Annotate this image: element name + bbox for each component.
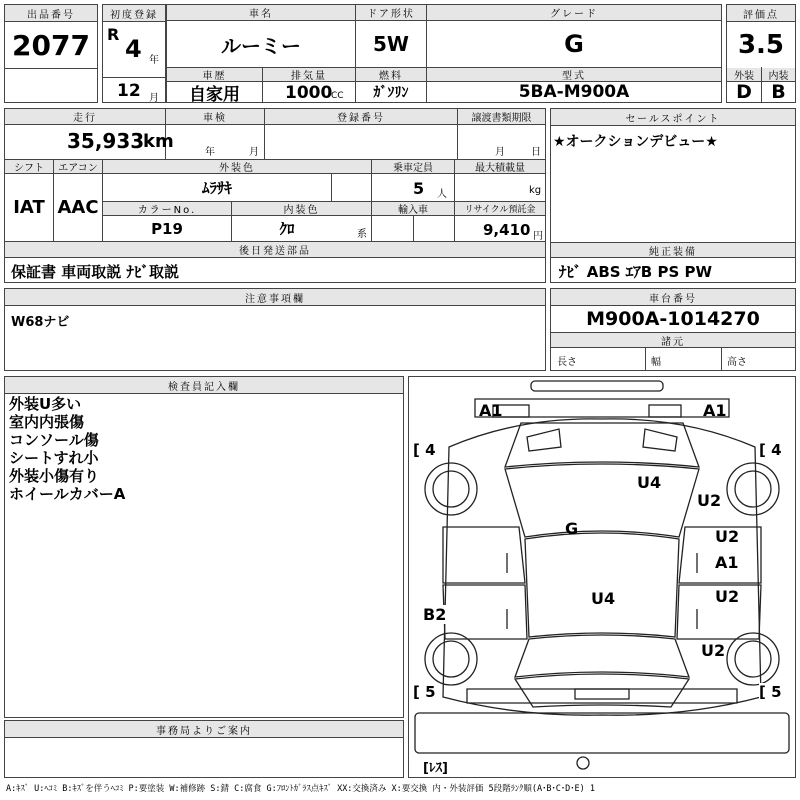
transfer-day-unit: 日 bbox=[531, 147, 541, 158]
inspector-box bbox=[4, 376, 404, 718]
year-unit: 年 bbox=[149, 55, 159, 66]
history: 自家用 bbox=[189, 84, 240, 105]
history-label: 車歴 bbox=[167, 68, 262, 82]
inspector-line: 室内内張傷 bbox=[9, 413, 85, 431]
int-color-unit: 系 bbox=[357, 229, 367, 240]
mark-hood: G bbox=[565, 519, 579, 538]
cc-unit: CC bbox=[331, 91, 344, 101]
capacity: 5 bbox=[413, 179, 425, 198]
transfer-month-unit: 月 bbox=[495, 147, 505, 158]
chassis-label: 車台番号 bbox=[551, 289, 795, 306]
width-label: 幅 bbox=[651, 357, 661, 368]
color-no-label: カラーNo. bbox=[103, 202, 231, 216]
score-box bbox=[726, 4, 796, 103]
max-load-label: 最大積載量 bbox=[455, 160, 545, 174]
sales-point: ★オークションデビュー★ bbox=[553, 134, 718, 150]
model: 5BA-M900A bbox=[518, 82, 630, 102]
car-name-label: 車名 bbox=[167, 5, 355, 21]
tire-front-left: [ 4 bbox=[413, 441, 436, 459]
office-label: 事務局よりご案内 bbox=[5, 721, 403, 738]
displacement-label: 排気量 bbox=[263, 68, 355, 82]
legend: A:ｷｽﾞ U:ﾍｺﾐ B:ｷｽﾞを伴うﾍｺﾐ P:要塗装 W:補修跡 S:錆 C:腐食 G:ﾌﾛﾝﾄｶﾞﾗｽ点ｷｽﾞ XX:交換済み X:要交換 内・外装評価 5段階ﾗﾝｸ順(A･B･C･D･E) 1 bbox=[6, 784, 595, 794]
recycle: 9,410 bbox=[483, 221, 531, 239]
inspection-month-unit: 月 bbox=[249, 147, 259, 158]
later-parts-label: 後日発送部品 bbox=[5, 242, 545, 258]
first-registration-label: 初度登録 bbox=[103, 5, 165, 22]
shift: IAT bbox=[13, 197, 45, 218]
inspection-label: 車検 bbox=[166, 109, 264, 125]
registration-year: 4 bbox=[125, 35, 142, 63]
ext-color-label: 外装色 bbox=[103, 160, 371, 174]
mark-spare: [ﾚｽ] bbox=[423, 757, 448, 776]
office-box bbox=[4, 720, 404, 778]
fuel-label: 燃料 bbox=[356, 68, 426, 82]
info-block bbox=[4, 108, 546, 283]
yen-unit: 円 bbox=[533, 231, 543, 242]
inspector-label: 検査員記入欄 bbox=[5, 377, 403, 394]
tire-rear-left: [ 5 bbox=[413, 683, 436, 701]
fuel: ｶﾞｿﾘﾝ bbox=[373, 85, 409, 101]
mark-fender-right: U2 bbox=[715, 527, 740, 546]
inspector-line: シートすれ小 bbox=[9, 449, 99, 467]
later-parts: 保証書 車両取説 ﾅﾋﾞ取説 bbox=[11, 263, 179, 281]
mark-a1-right: A1 bbox=[703, 401, 727, 420]
person-unit: 人 bbox=[437, 189, 447, 200]
notes-box bbox=[4, 288, 546, 371]
transfer-label: 譲渡書類期限 bbox=[458, 109, 545, 125]
inspector-line: ホイールカバーA bbox=[9, 485, 126, 503]
mark-rear-door-right: U2 bbox=[715, 587, 740, 606]
ext-color: ﾑﾗｻｷ bbox=[201, 179, 232, 197]
km-unit: km bbox=[143, 131, 174, 152]
displacement: 1000 bbox=[285, 83, 333, 103]
car-name: ルーミー bbox=[221, 33, 301, 58]
mark-door-left: B2 bbox=[423, 605, 447, 624]
front-panel-outline bbox=[475, 399, 729, 417]
vehicle-block bbox=[166, 4, 722, 103]
mileage: 35,933 bbox=[67, 129, 145, 153]
specs-label: 諸元 bbox=[551, 333, 795, 348]
windshield-outline bbox=[505, 464, 699, 537]
color-no: P19 bbox=[151, 219, 183, 238]
interior-grade: B bbox=[771, 81, 786, 103]
ac: AAC bbox=[57, 197, 99, 218]
capacity-label: 乗車定員 bbox=[372, 160, 454, 174]
sales-point-box bbox=[550, 108, 796, 283]
ac-label: エアコン bbox=[54, 160, 102, 174]
mark-roof: U4 bbox=[637, 473, 662, 492]
chassis-number: M900A-1014270 bbox=[551, 306, 795, 333]
door-type: 5W bbox=[373, 32, 409, 56]
score-label: 評価点 bbox=[727, 5, 795, 22]
inspector-line: 外装小傷有り bbox=[9, 467, 100, 485]
exterior-label: 外装 bbox=[727, 68, 761, 82]
era: R bbox=[107, 25, 120, 44]
inspector-line: コンソール傷 bbox=[9, 431, 99, 449]
mileage-label: 走行 bbox=[5, 109, 165, 125]
mark-door-right-front: U2 bbox=[697, 491, 722, 510]
length-label: 長さ bbox=[557, 357, 577, 368]
lot-number: 2077 bbox=[5, 22, 97, 69]
mark-door-right-a1: A1 bbox=[715, 553, 739, 572]
registration-month: 12 bbox=[117, 81, 141, 101]
import-label: 輸入車 bbox=[372, 202, 454, 216]
lot-number-label: 出品番号 bbox=[5, 5, 97, 22]
exterior-grade: D bbox=[736, 81, 752, 103]
month-unit: 月 bbox=[149, 93, 159, 104]
inspector-notes bbox=[9, 395, 125, 503]
door-label: ドア形状 bbox=[356, 5, 426, 21]
front-bumper-outline bbox=[531, 381, 663, 391]
roof-outline bbox=[525, 533, 679, 637]
mark-rear-quarter-right: U2 bbox=[701, 641, 726, 660]
kg-unit: kg bbox=[529, 185, 542, 196]
reg-number-label: 登録番号 bbox=[265, 109, 457, 125]
recycle-label: リサイクル預託金 bbox=[455, 202, 545, 216]
int-color: ｸﾛ bbox=[279, 220, 295, 238]
model-label: 型式 bbox=[427, 68, 721, 82]
mark-center: U4 bbox=[591, 589, 616, 608]
first-registration-box bbox=[102, 4, 166, 103]
grade: G bbox=[564, 30, 584, 58]
score: 3.5 bbox=[727, 22, 795, 69]
tire-front-right: [ 4 bbox=[759, 441, 782, 459]
equipment: ﾅﾋﾞ ABS ｴｱB PS PW bbox=[559, 263, 713, 281]
height-label: 高さ bbox=[727, 357, 747, 368]
inspector-line: 外装U多い bbox=[9, 395, 82, 413]
tire-rear-right: [ 5 bbox=[759, 683, 782, 701]
notes-label: 注意事項欄 bbox=[5, 289, 545, 306]
inspection-year-unit: 年 bbox=[205, 147, 215, 158]
mark-a1-left: A1 bbox=[479, 401, 503, 420]
car-diagram bbox=[409, 377, 795, 777]
lot-number-box bbox=[4, 4, 98, 103]
car-diagram-box bbox=[408, 376, 796, 778]
int-color-label: 内装色 bbox=[232, 202, 371, 216]
chassis-box bbox=[550, 288, 796, 371]
grade-label: グレード bbox=[427, 5, 721, 21]
equipment-label: 純正装備 bbox=[551, 242, 795, 258]
body-outline bbox=[443, 419, 761, 715]
shift-label: シフト bbox=[5, 160, 53, 174]
notes: W68ナビ bbox=[11, 315, 70, 330]
sales-point-label: セールスポイント bbox=[551, 109, 795, 126]
interior-label: 内装 bbox=[762, 68, 795, 82]
